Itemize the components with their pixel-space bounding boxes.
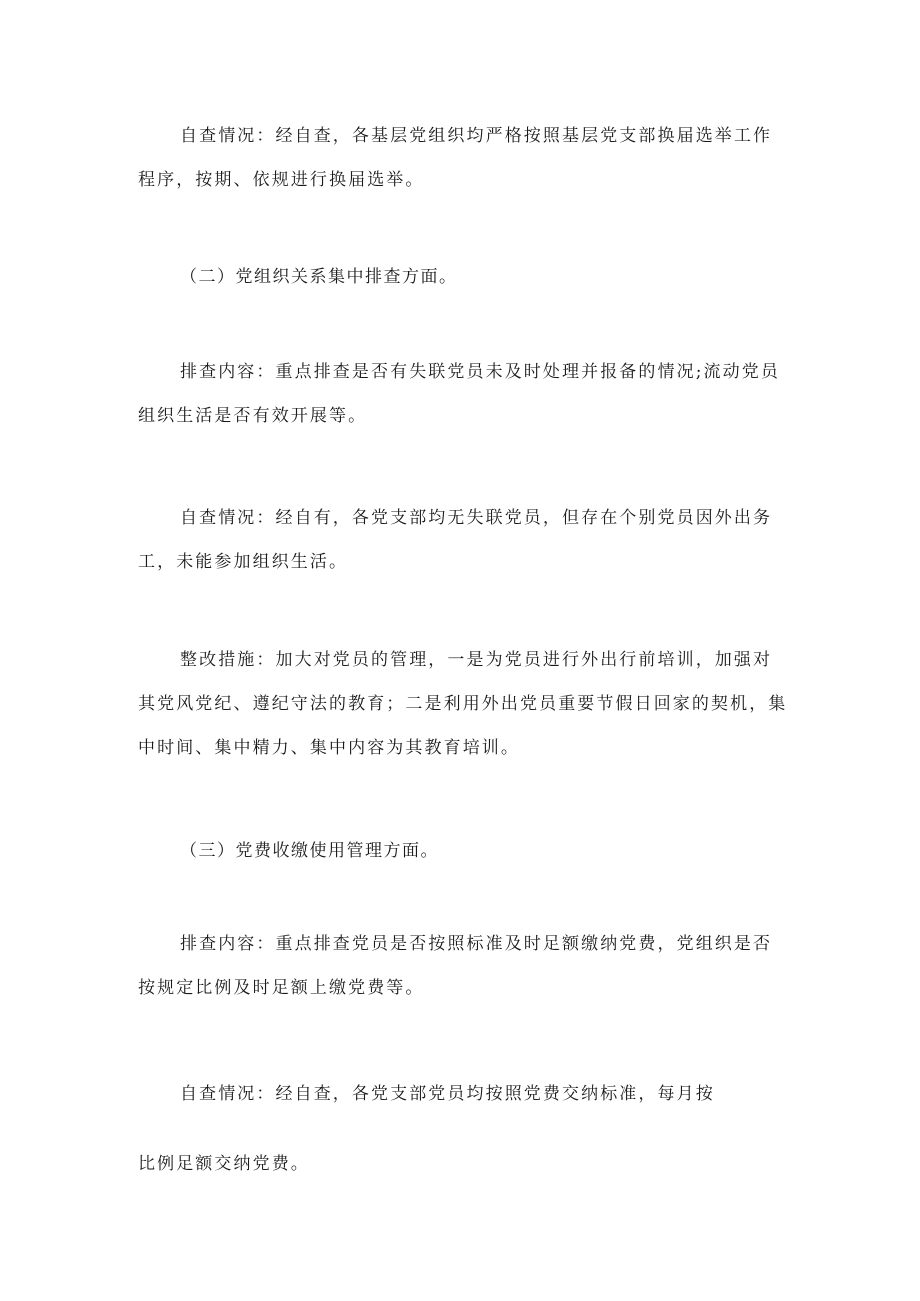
paragraph-self-check-fees-line2: 比例足额交纳党费。	[138, 1154, 310, 1174]
section-heading-three: （三）党费收缴使用管理方面。	[180, 841, 439, 861]
paragraph-rectification-measures: 整改措施：加大对党员的管理，一是为党员进行外出行前培训，加强对其党风党纪、遵纪守法的教育；二是利用外出党员重要节假日回家的契机，集中时间、集中精力、集中内容为其教育培训。	[138, 650, 788, 758]
paragraph-self-check-relations: 自查情况：经自有，各党支部均无失联党员，但存在个别党员因外出务工，未能参加组织生活。	[138, 508, 773, 572]
paragraph-investigation-content-relations: 排查内容：重点排查是否有失联党员未及时处理并报备的情况;流动党员组织生活是否有效开展等。	[138, 362, 780, 426]
section-heading-two: （二）党组织关系集中排查方面。	[180, 267, 458, 287]
paragraph-investigation-content-fees: 排查内容：重点排查党员是否按照标准及时足额缴纳党费，党组织是否按规定比例及时足额上缴党费等。	[138, 934, 773, 998]
paragraph-self-check-fees-line1: 自查情况：经自查，各党支部党员均按照党费交纳标准，每月按	[180, 1084, 715, 1104]
paragraph-self-check-election: 自查情况：经自查，各基层党组织均严格按照基层党支部换届选举工作程序，按期、依规进行换届选举。	[138, 126, 773, 190]
